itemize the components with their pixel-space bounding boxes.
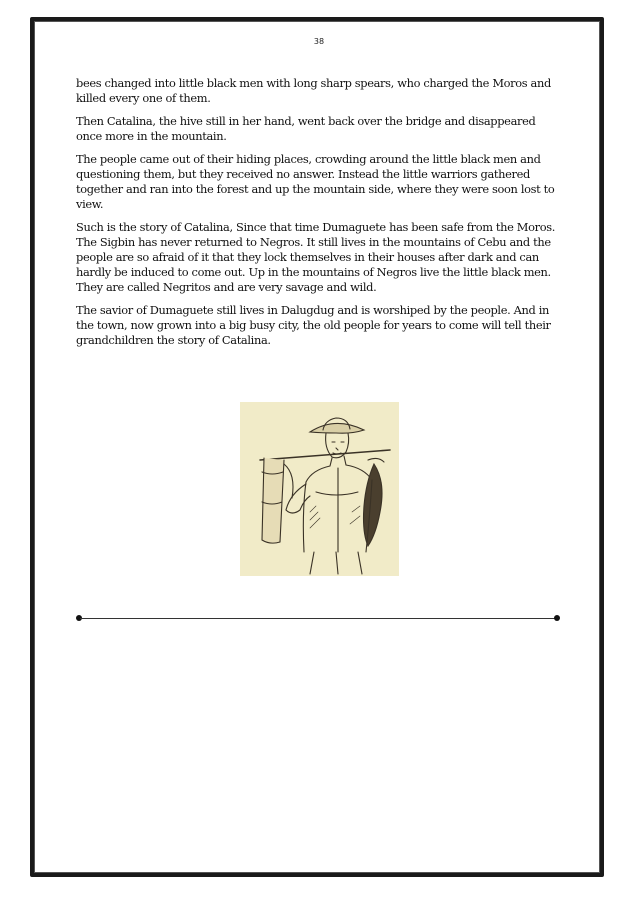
section-divider [76, 614, 560, 624]
paragraph: The people came out of their hiding places, crowding around the little black men and questioning them, but they received no answer. Instead the little warriors gathered together and ran into the forest and up the mountain side, where they were soon lost to view. [76, 152, 555, 211]
illustration-drawing [240, 402, 399, 576]
paragraph: Then Catalina, the hive still in her hand, went back over the bridge and disappeared once more in the mountain. [76, 114, 536, 143]
divider-dot-right [554, 615, 560, 621]
page-number: 38 [313, 37, 325, 46]
paragraph: The savior of Dumaguete still lives in Dalugdug and is worshiped by the people. And in the town, now grown into a big busy city, the old people for years to come will tell their grandchildren the story of Catalina. [76, 303, 551, 347]
divider-line [80, 618, 556, 619]
paragraph: Such is the story of Catalina, Since that time Dumaguete has been safe from the Moros. The Sigbin has never returned to Negros. It still lives in the mountains of Cebu and the people are so afraid of it that they lock themselves in their houses after dark and can hardly be induced to come out. Up in the mountains of Negros live the little black men. They are called Negritos and are very savage and wild. [76, 220, 555, 294]
man-with-hat-carrying-pole-illustration [240, 402, 399, 576]
paragraph: bees changed into little black men with long sharp spears, who charged the Moros and killed every one of them. [76, 76, 551, 105]
story-text [76, 76, 562, 356]
